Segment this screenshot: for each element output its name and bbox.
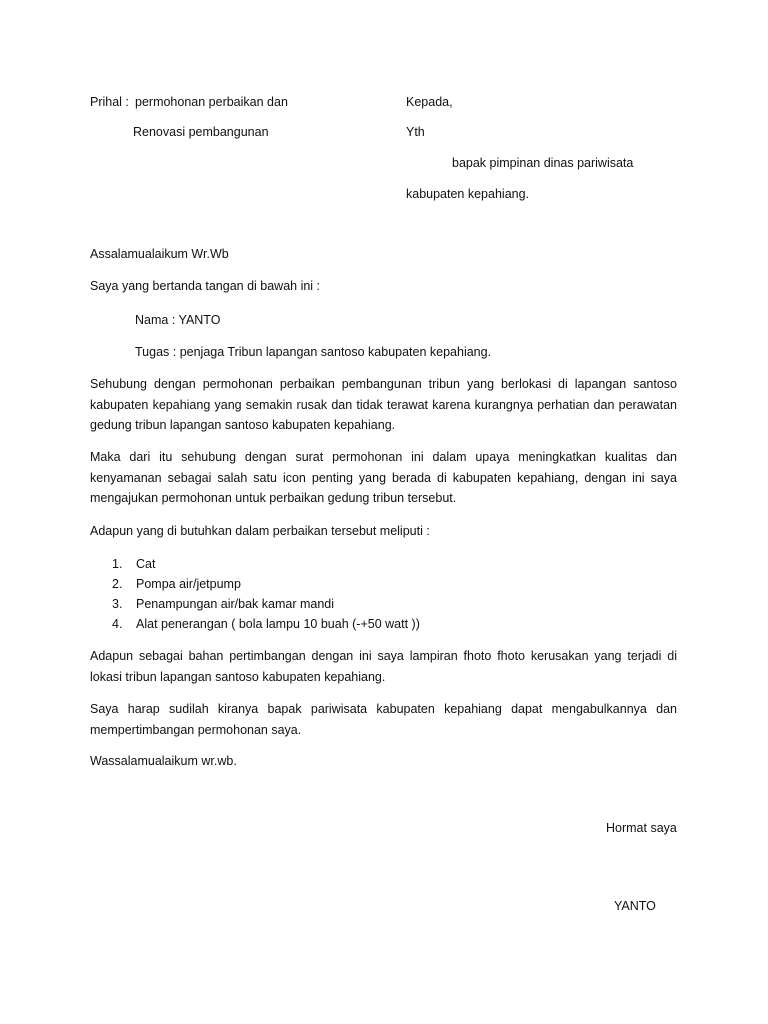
greeting: Assalamualaikum Wr.Wb — [90, 247, 229, 261]
list-item-number: 2. — [112, 577, 123, 591]
recipient-line-1: bapak pimpinan dinas pariwisata — [452, 156, 634, 170]
recipient-line-2: kabupaten kepahiang. — [406, 187, 530, 201]
list-item-text: Cat — [136, 557, 156, 571]
subject-line-1: permohonan perbaikan dan — [135, 95, 288, 109]
list-item-text: Pompa air/jetpump — [136, 577, 241, 591]
list-item-number: 1. — [112, 557, 123, 571]
signature-closing: Hormat saya — [606, 821, 677, 835]
list-item-text: Alat penerangan ( bola lampu 10 buah (-+50 watt )) — [136, 617, 420, 631]
honorific: Yth — [406, 125, 425, 139]
list-item-number: 4. — [112, 617, 123, 631]
closing-salutation: Wassalamualaikum wr.wb. — [90, 754, 237, 768]
list-item-text: Penampungan air/bak kamar mandi — [136, 597, 335, 611]
to-label: Kepada, — [406, 95, 453, 109]
subject-line-2: Renovasi pembangunan — [133, 125, 269, 139]
subject-label: Prihal : — [90, 95, 129, 109]
paragraph-hope: Saya harap sudilah kiranya bapak pariwisata kabupaten kepahiang dapat mengabulkannya dan mempertimbangan permohonan saya. — [90, 702, 677, 737]
paragraph-request: Maka dari itu sehubung dengan surat permohonan ini dalam upaya meningkatkan kualitas dan kenyamanan sebagai salah satu icon penting yang berada di kabupaten kepahiang, dengan ini saya mengajukan permohonan untuk perbaikan gedung tribun tersebut. — [90, 450, 677, 505]
identity-name: Nama : YANTO — [135, 313, 221, 327]
signature-name: YANTO — [614, 899, 656, 913]
intro-line: Saya yang bertanda tangan di bawah ini : — [90, 279, 321, 293]
paragraph-attachment: Adapun sebagai bahan pertimbangan dengan ini saya lampiran fhoto fhoto kerusakan yang terjadi di lokasi tribun lapangan santoso kabupaten kepahiang. — [90, 649, 677, 684]
paragraph-needs-intro: Adapun yang di butuhkan dalam perbaikan tersebut meliputi : — [90, 524, 430, 538]
paragraph-background: Sehubung dengan permohonan perbaikan pembangunan tribun yang berlokasi di lapangan santoso kabupaten kepahiang yang semakin rusak dan tidak terawat karena kurangnya perhatian dan perawatan gedung tribun lapangan santoso kabupaten kepahiang. — [90, 377, 677, 432]
identity-task: Tugas : penjaga Tribun lapangan santoso kabupaten kepahiang. — [135, 345, 492, 359]
list-item-number: 3. — [112, 597, 123, 611]
